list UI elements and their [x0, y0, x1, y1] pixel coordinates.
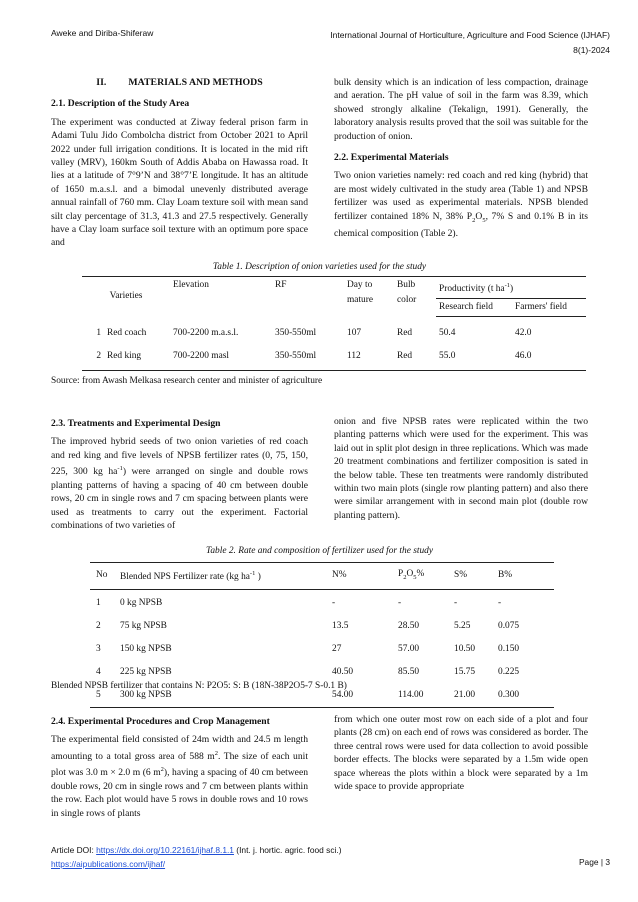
table2-cell-no: 1	[96, 598, 101, 609]
table2-row	[90, 638, 554, 661]
table1-caption: Table 1. Description of onion varieties used for the study	[212, 262, 427, 272]
subsection-heading-2-1: 2.1. Description of the Study Area	[51, 98, 190, 110]
table1-cell-farmers: 42.0	[515, 328, 532, 339]
table1-cell-rf: 350-550ml	[275, 327, 317, 338]
table2-header-row	[90, 563, 554, 590]
footer-doi-line	[51, 843, 341, 857]
table2-cell-rate: 225 kg NPSB	[120, 667, 172, 678]
table1-cell-elevation: 700-2200 m.a.s.l.	[173, 327, 239, 338]
subsection-heading-2-3: 2.3. Treatments and Experimental Design	[51, 418, 221, 429]
table1-header-research: Research field	[436, 299, 512, 317]
table2-cell-n: 54.00	[326, 684, 392, 708]
table2-cell-s: 10.50	[454, 644, 476, 655]
table2-cell-no: 5	[90, 684, 114, 708]
table1-header-productivity: Productivity (t $ha^{-1}$)	[436, 277, 586, 299]
table2-note: Blended NPSB fertilizer that contains N: P2O5: S: B (18N-38P2O5-7 S-0.1 B)	[51, 681, 347, 691]
table2-cell-p: 28.50	[398, 621, 420, 632]
table1-row	[82, 317, 586, 346]
table2-row	[90, 615, 554, 638]
section-number: II.	[96, 77, 107, 88]
procedures-paragraph: The experimental field consisted of 24m width and 24.5 m length amounting to a total gross area of 588 $m^2$. The size of each unit plot was 3.0 m × 2.0 m (6 $m^2$), having a spacing of 40 cm between double rows, 20 cm in single rows and 7 cm between plants within the row. Each plot would have 5 rows in double rows and 10 rows in single rows of plants	[51, 734, 308, 819]
table2-cell-b: 0.075	[498, 621, 520, 632]
left-column-bottom	[51, 715, 308, 826]
table1-header-rf: RF	[272, 277, 344, 317]
study-area-paragraph: The experiment was conducted at Ziway federal prison farm in Adami Tulu Jido Combolcha district from October 2021 to April 2022 under full irrigation conditions. It is located in the mid rift valley (MRV), 160km South of Addis Ababa on Hawassa road. It lies at a latitude of 7°9’N and 38°7’E longitude. It has an altitude of 1650 m.a.s.l. and a bimodal unevenly distributed average annual rainfall of 760 mm. Clay Loam texture soil with mean sand silt clay percentage of 31.3, 41.3 and 27.5 respectively. Generally have a Clay loam surface soil texture with an optimum pore space and	[51, 116, 308, 249]
table1-cell-elevation: 700-2200 masl	[170, 345, 272, 371]
doi-suffix: (Int. j. hortic. agric. food sci.)	[233, 845, 342, 855]
table1-row	[82, 345, 586, 371]
table2-row	[90, 590, 554, 616]
table2-cell-b: 0.300	[492, 684, 554, 708]
table2-cell-no: 2	[96, 621, 101, 632]
right-column-top	[334, 76, 588, 246]
journal-issue: 8(1)-2024	[573, 45, 610, 55]
table2-header-no: No	[90, 563, 114, 590]
journal-site-link[interactable]: https://aipublications.com/ijhaf/	[51, 859, 166, 869]
table2-cell-n: -	[332, 598, 336, 609]
table1-header-bulb: Bulb color	[394, 277, 436, 317]
table2-cell-p: -	[398, 598, 402, 609]
table2-cell-s: 5.25	[454, 621, 471, 632]
table1-header-elevation: Elevation	[170, 277, 272, 317]
table1-header-row	[82, 277, 586, 299]
left-column-top	[51, 76, 308, 256]
right-column-middle	[334, 415, 588, 528]
table2-caption: Table 2. Rate and composition of fertilizer used for the study	[206, 546, 433, 556]
doi-label: Article DOI:	[51, 845, 97, 855]
table1-cell-research: 50.4	[439, 328, 456, 339]
table2-cell-p: 114.00	[392, 684, 448, 708]
table1-cell-variety: Red coach	[107, 327, 147, 338]
table1	[82, 276, 586, 371]
table1-cell-color: Red	[397, 327, 413, 338]
table1-header-day: Day to mature	[344, 277, 394, 317]
table2-cell-b: 0.150	[498, 644, 520, 655]
doi-link[interactable]: https://dx.doi.org/10.22161/ijhaf.8.1.1	[96, 845, 234, 855]
table2-cell-rate: 0 kg NPSB	[120, 598, 163, 609]
table2-cell-no: 3	[96, 644, 101, 655]
table2-cell-s: 15.75	[454, 667, 476, 678]
left-column-middle	[51, 417, 308, 538]
section-heading	[51, 76, 308, 89]
procedures-paragraph-continued: from which one outer most row on each side of a plot and four plants (28 cm) on each end of rows was considered as border. The three central rows were used for data collection to avoid possible border effects. The blocks were separated by a 1.5m wide open space whereas the plots within a block were separated by a 1m wide space to provide appropriate	[334, 714, 588, 793]
table2-header-p2o5: $P_2O_5\%$	[392, 563, 448, 590]
table2-header-rate: Blended NPS Fertilizer rate (kg $ha^{-1}$ )	[114, 563, 326, 590]
table2-cell-n: 13.5	[332, 621, 349, 632]
table1-cell-rf: 350-550ml	[272, 345, 344, 371]
table1-cell-no: 1	[96, 327, 101, 338]
treatments-paragraph: The improved hybrid seeds of two onion varieties of red coach and red king and five levels of NPSB fertilizer rates (0, 75, 150, 225, 300 kg $ha^{-1}$) were arranged on single and double rows planting patterns of having a spacing of 40 cm between double rows, 20 cm in single rows and 7 cm spacing between plants were used as treatments to carry out the experiment. Factorial combinations of two varieties of	[51, 436, 308, 532]
page-footer	[51, 843, 341, 871]
right-column-bottom	[334, 713, 588, 799]
table1-header-farmers: Farmers' field	[512, 299, 586, 317]
table1-cell-variety: Red king	[104, 345, 170, 371]
table1-cell-research: 55.0	[436, 345, 512, 371]
table2-cell-b: 0.225	[498, 667, 520, 678]
table1-source: Source: from Awash Melkasa research center and minister of agriculture	[51, 376, 323, 386]
table2-cell-rate: 75 kg NPSB	[120, 621, 167, 632]
table2-cell-p: 85.50	[398, 667, 420, 678]
table2-cell-n: 27	[332, 644, 342, 655]
table2-header-s: S%	[448, 563, 492, 590]
table2-cell-rate: 300 kg NPSB	[114, 684, 326, 708]
materials-paragraph: Two onion varieties namely: red coach and red king (hybrid) that are most widely cultivated in the study area (Table 1) and NPSB fertilizer was used as experimental materials. NPSB blended fertilizer contained 18% N, 38% $P_2O_5$, 7% S and 0.1% B in its chemical composition (Table 2).	[334, 170, 589, 239]
table2-cell-s: -	[454, 598, 458, 609]
table2-header-n: N%	[326, 563, 392, 590]
journal-title: International Journal of Horticulture, Agriculture and Food Science (IJHAF)	[330, 30, 610, 40]
treatments-paragraph-continued: onion and five NPSB rates were replicated within the two planting patterns which were used for the experiment. This was laid out in split plot design in three replications. Which was made 20 treatment combinations and fertilizer composition is sated in the below table. These ten treatments were randomly distributed within two main plots (single row planting pattern) and also there were similar arrangement with in second main plot (double row planting pattern).	[334, 416, 588, 521]
table1-header-varieties: Varieties	[82, 277, 170, 317]
table2-cell-n: 40.50	[332, 667, 354, 678]
running-header-authors: Aweke and Diriba-Shiferaw	[51, 28, 154, 38]
table2-cell-s: 21.00	[448, 684, 492, 708]
study-area-paragraph-continued: bulk density which is an indication of less compaction, drainage and aeration. The pH value of soil in the farm was 8.39, which showed strongly alkaline (Tekalign, 1991). Generally, the laboratory analysis results proved that the soil was suitable for the production of onion.	[334, 77, 588, 142]
table2-cell-p: 57.00	[398, 644, 420, 655]
page-number: Page | 3	[578, 857, 610, 867]
table1-cell-day: 107	[347, 327, 362, 338]
subsection-heading-2-2: 2.2. Experimental Materials	[334, 152, 449, 164]
table1-cell-farmers: 46.0	[512, 345, 586, 371]
table2-cell-rate: 150 kg NPSB	[120, 644, 172, 655]
table1-cell-color: Red	[394, 345, 436, 371]
subsection-heading-2-4: 2.4. Experimental Procedures and Crop Management	[51, 716, 270, 727]
table2-header-b: B%	[492, 563, 554, 590]
section-title: MATERIALS AND METHODS	[128, 77, 263, 88]
table2-cell-no: 4	[96, 667, 101, 678]
table1-cell-no: 2	[82, 345, 104, 371]
table1-cell-day: 112	[344, 345, 394, 371]
table2-cell-b: -	[498, 598, 502, 609]
running-header-journal	[330, 28, 610, 58]
